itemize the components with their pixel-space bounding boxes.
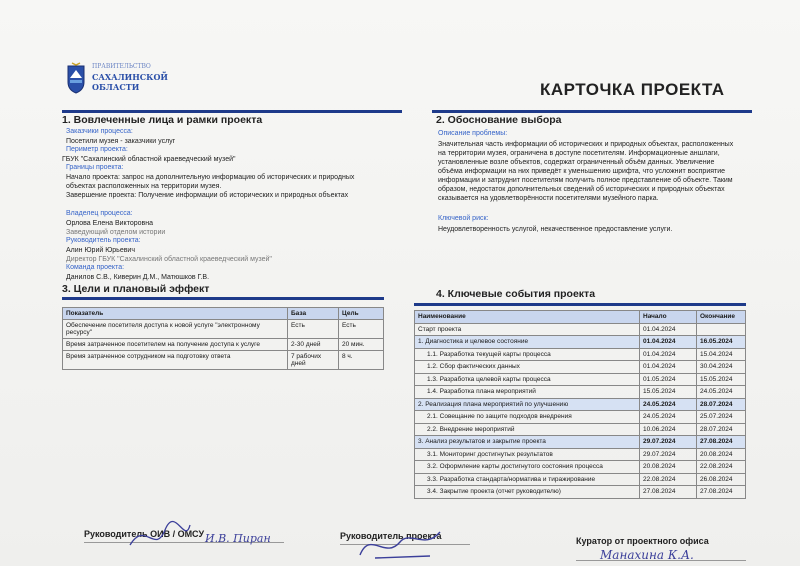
section-3-rule — [62, 297, 384, 300]
event-start: 01.04.2024 — [640, 361, 697, 374]
event-name: 1.1. Разработка текущей карты процесса — [415, 348, 640, 361]
goals-header-indicator: Показатель — [63, 308, 288, 320]
event-end: 27.08.2024 — [697, 436, 746, 449]
events-header-name: Наименование — [415, 311, 640, 324]
event-start: 01.04.2024 — [640, 336, 697, 349]
org-name — [92, 62, 168, 92]
event-end: 28.07.2024 — [697, 398, 746, 411]
table-row — [415, 411, 746, 424]
table-row — [63, 339, 384, 351]
table-row — [63, 320, 384, 339]
section-2-title: 2. Обоснование выбора — [436, 114, 562, 126]
signature-3-label: Куратор от проектного офиса — [576, 536, 709, 546]
event-start: 22.08.2024 — [640, 473, 697, 486]
section-1-rule — [62, 110, 402, 113]
table-row — [415, 448, 746, 461]
problem-label: Описание проблемы: — [438, 130, 508, 137]
event-name: Старт проекта — [415, 323, 640, 336]
owner-role: Заведующий отделом истории — [66, 229, 166, 236]
coat-of-arms-icon — [66, 62, 86, 94]
event-name: 3.2. Оформление карты достигнутого состояния процесса — [415, 461, 640, 474]
events-header-row — [415, 311, 746, 324]
event-end: 26.08.2024 — [697, 473, 746, 486]
goal-target: Есть — [339, 320, 384, 339]
event-end: 22.08.2024 — [697, 461, 746, 474]
event-name: 3.1. Мониторинг достигнутых результатов — [415, 448, 640, 461]
event-start: 15.05.2024 — [640, 386, 697, 399]
event-start: 10.06.2024 — [640, 423, 697, 436]
section-2-rule — [432, 110, 752, 113]
event-start: 24.05.2024 — [640, 411, 697, 424]
bounds-end: Завершение проекта: Получение информации об исторических и природных объектах — [66, 192, 349, 199]
table-row — [415, 348, 746, 361]
event-start: 27.08.2024 — [640, 486, 697, 499]
event-name: 2.1. Совещание по защите подходов внедрения — [415, 411, 640, 424]
signature-1-scribble — [125, 515, 195, 555]
page-title: КАРТОЧКА ПРОЕКТА — [540, 80, 725, 99]
goal-indicator: Время затраченное посетителем на получение доступа к услуге — [63, 339, 288, 351]
table-row — [415, 386, 746, 399]
org-line3: ОБЛАСТИ — [92, 82, 140, 92]
signature-1-label: Руководитель ОИВ / ОМСУ — [84, 529, 205, 539]
org-line2: САХАЛИНСКОЙ — [92, 72, 168, 82]
event-start: 24.05.2024 — [640, 398, 697, 411]
stage-row — [415, 398, 746, 411]
risk-value: Неудовлетворенность услугой, некачественное предоставление услуги. — [438, 226, 673, 233]
table-row — [415, 361, 746, 374]
event-end: 24.05.2024 — [697, 386, 746, 399]
event-start: 01.04.2024 — [640, 323, 697, 336]
goals-header-row — [63, 308, 384, 320]
section-4-title: 4. Ключевые события проекта — [436, 288, 596, 300]
event-name: 2.2. Внедрение мероприятий — [415, 423, 640, 436]
lead-role: Директор ГБУК "Сахалинский областной краеведческий музей" — [66, 256, 272, 263]
goal-indicator: Время затраченное сотрудником на подготовку ответа — [63, 351, 288, 370]
event-end — [697, 323, 746, 336]
event-end: 16.05.2024 — [697, 336, 746, 349]
events-table — [414, 310, 746, 499]
lead-value: Алин Юрий Юрьевич — [66, 247, 135, 254]
customers-value: Посетили музея - заказчики услуг — [66, 138, 176, 145]
goal-target: 20 мин. — [339, 339, 384, 351]
events-header-end: Окончание — [697, 311, 746, 324]
goals-header-base: База — [288, 308, 339, 320]
goals-table — [62, 307, 384, 370]
lead-label: Руководитель проекта: — [66, 237, 141, 244]
team-label: Команда проекта: — [66, 264, 125, 271]
events-body — [415, 323, 746, 498]
goal-indicator: Обеспечение посетителя доступа к новой услуге "электронному ресурсу" — [63, 320, 288, 339]
event-name: 1.2. Сбор фактических данных — [415, 361, 640, 374]
section-4-rule — [414, 303, 746, 306]
events-header-start: Начало — [640, 311, 697, 324]
owner-value: Орлова Елена Викторовна — [66, 220, 153, 227]
event-end: 15.05.2024 — [697, 373, 746, 386]
problem-value: Значительная часть информации об исторических и природных объектах, расположенных на территории музея, ограничена в доступе посетителям. Информационные аншлаги, установленные возле объектов, содержат ограниченный объём данных. Увеличение объёма информации на них приведёт к уменьшению шрифта, что усложнит восприятие информации и затруднит посетителям получить полное представление об объекте. Таким образом, недостаток дополнительных сведений об исторических и природных объектах сказывается на удовлетворённости посетителями музейного парка. — [438, 141, 734, 202]
bounds-label: Границы проекта: — [66, 164, 124, 171]
signature-1-handwritten: И.В. Пиран — [205, 532, 271, 545]
event-name: 1.3. Разработка целевой карты процесса — [415, 373, 640, 386]
event-name: 1. Диагностика и целевое состояние — [415, 336, 640, 349]
table-row — [415, 473, 746, 486]
stage-row — [415, 336, 746, 349]
section-3-title: 3. Цели и плановый эффект — [62, 283, 210, 295]
event-start: 01.04.2024 — [640, 348, 697, 361]
event-name: 3.3. Разработка стандарта/норматива и тиражирование — [415, 473, 640, 486]
goal-base: Есть — [288, 320, 339, 339]
owner-label: Владелец процесса: — [66, 210, 133, 217]
table-row — [63, 351, 384, 370]
event-name: 3. Анализ результатов и закрытие проекта — [415, 436, 640, 449]
event-name: 1.4. Разработка плана мероприятий — [415, 386, 640, 399]
event-end: 20.08.2024 — [697, 448, 746, 461]
goal-target: 8 ч. — [339, 351, 384, 370]
event-end: 15.04.2024 — [697, 348, 746, 361]
signature-3-handwritten: Манахина К.А. — [600, 548, 694, 562]
event-start: 20.08.2024 — [640, 461, 697, 474]
risk-label: Ключевой риск: — [438, 215, 489, 222]
table-row — [415, 461, 746, 474]
customers-label: Заказчики процесса: — [66, 128, 133, 135]
bounds-start: Начало проекта: запрос на дополнительную информацию об исторических и природных объектах расположенных на территории музея. — [66, 174, 355, 190]
perimeter-label: Периметр проекта: — [66, 146, 128, 153]
org-line1: ПРАВИТЕЛЬСТВО — [92, 63, 151, 70]
perimeter-value: ГБУК "Сахалинский областной краеведческий музей" — [62, 156, 236, 163]
table-row — [415, 486, 746, 499]
stage-row — [415, 436, 746, 449]
table-row — [415, 373, 746, 386]
event-start: 01.05.2024 — [640, 373, 697, 386]
event-end: 28.07.2024 — [697, 423, 746, 436]
event-end: 30.04.2024 — [697, 361, 746, 374]
signature-2-label: Руководитель проекта — [340, 531, 442, 541]
event-name: 2. Реализация плана мероприятий по улучшению — [415, 398, 640, 411]
goals-header-target: Цель — [339, 308, 384, 320]
event-end: 25.07.2024 — [697, 411, 746, 424]
table-row — [415, 323, 746, 336]
section-1-title: 1. Вовлеченные лица и рамки проекта — [62, 114, 263, 126]
table-row — [415, 423, 746, 436]
goal-base: 2-30 дней — [288, 339, 339, 351]
event-start: 29.07.2024 — [640, 436, 697, 449]
goal-base: 7 рабочих дней — [288, 351, 339, 370]
event-start: 29.07.2024 — [640, 448, 697, 461]
event-name: 3.4. Закрытие проекта (отчет руководителю) — [415, 486, 640, 499]
event-end: 27.08.2024 — [697, 486, 746, 499]
team-value: Данилов С.В., Киверин Д.М., Матюшков Г.В. — [66, 274, 210, 281]
signature-2-scribble — [355, 520, 445, 564]
